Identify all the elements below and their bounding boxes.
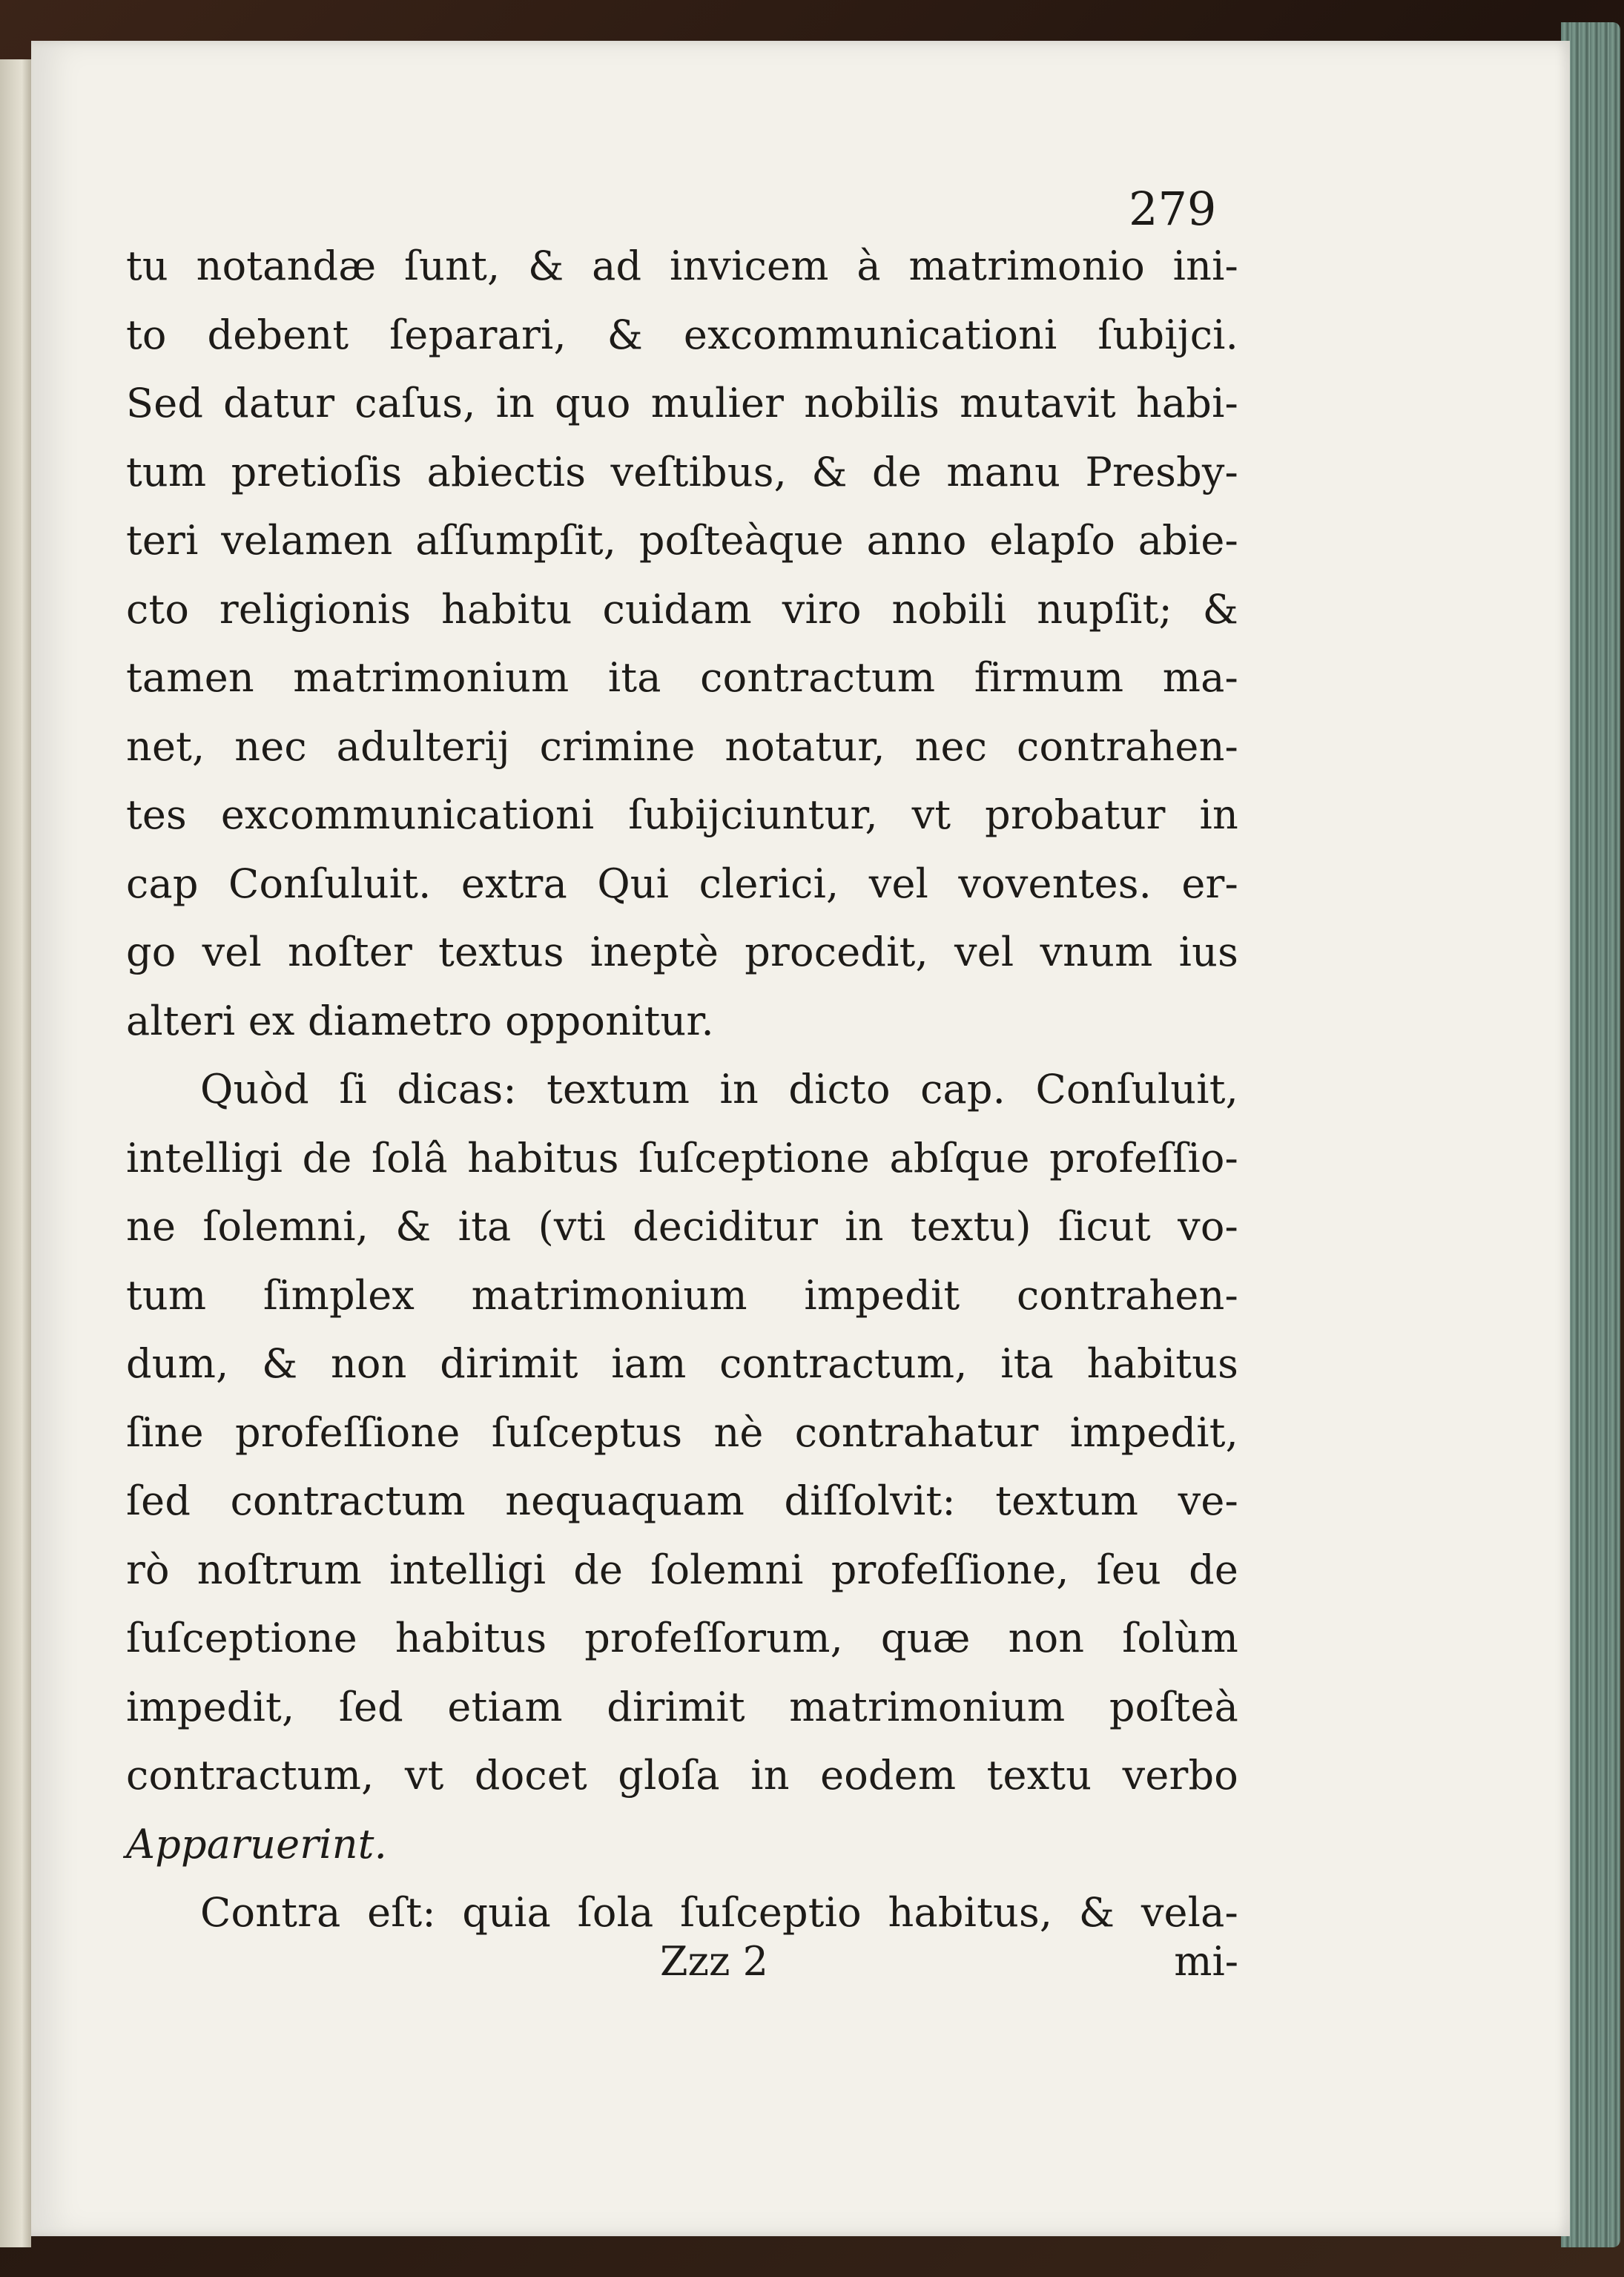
text-line: Quòd ſi dicas: textum in dicto cap. Conſuluit, — [200, 1066, 1238, 1113]
text-line: impedit, ſed etiam dirimit matrimonium poſteà — [126, 1683, 1238, 1730]
text-line: Sed datur caſus, in quo mulier nobilis mutavit habi- — [126, 380, 1238, 426]
text-line: ſuſceptione habitus profeſſorum, quæ non ſolùm — [126, 1615, 1238, 1661]
text-line: rò noſtrum intelligi de ſolemni profeſſione, ſeu de — [126, 1546, 1238, 1593]
catchword: mi- — [1174, 1938, 1238, 1985]
text-line: tamen matrimonium ita contractum firmum ma- — [126, 654, 1238, 701]
text-line: to debent ſeparari, & excommunicationi ſubijci. — [126, 311, 1238, 358]
body-text — [126, 232, 1238, 1948]
text-line: contractum, vt docet gloſa in eodem textu verbo — [126, 1752, 1238, 1799]
text-line: tum pretioſis abiectis veſtibus, & de manu Presby- — [126, 448, 1238, 495]
text-line: teri velamen aſſumpſit, poſteàque anno elapſo abie- — [126, 517, 1238, 564]
facing-page-edge — [0, 59, 31, 2247]
page-block-edges — [1561, 22, 1620, 2247]
book-page — [31, 41, 1570, 2236]
text-line: net, nec adulterij crimine notatur, nec contrahen- — [126, 722, 1238, 770]
text-line: dum, & non dirimit iam contractum, ita habitus — [126, 1340, 1238, 1387]
text-line: go vel noſter textus ineptè procedit, vel vnum ius — [126, 929, 1238, 975]
text-line: tu notandæ ſunt, & ad invicem à matrimonio ini- — [126, 243, 1238, 289]
text-line: intelligi de ſolâ habitus ſuſceptione abſque profeſſio- — [126, 1134, 1238, 1182]
text-line: Apparuerint. — [126, 1820, 388, 1868]
text-line: cto religionis habitu cuidam viro nobili nupſit; & — [126, 585, 1238, 633]
text-line: tum ſimplex matrimonium impedit contrahen- — [126, 1271, 1238, 1319]
signature-mark: Zzz 2 — [660, 1938, 768, 1985]
text-line: Contra eſt: quia ſola ſuſceptio habitus, & vela- — [200, 1889, 1238, 1936]
page-number: 279 — [1129, 182, 1217, 236]
text-line: tes excommunicationi ſubijciuntur, vt probatur in — [126, 791, 1238, 838]
text-line: cap Conſuluit. extra Qui clerici, vel voventes. er- — [126, 860, 1238, 907]
text-line: ſed contractum nequaquam diſſolvit: textum ve- — [126, 1477, 1238, 1524]
text-line: ne ſolemni, & ita (vti deciditur in textu) ſicut vo- — [126, 1203, 1238, 1250]
text-line: ſine profeſſione ſuſceptus nè contrahatur impedit, — [126, 1408, 1238, 1456]
page-footer — [126, 1938, 1238, 1990]
text-line: alteri ex diametro opponitur. — [126, 997, 714, 1044]
